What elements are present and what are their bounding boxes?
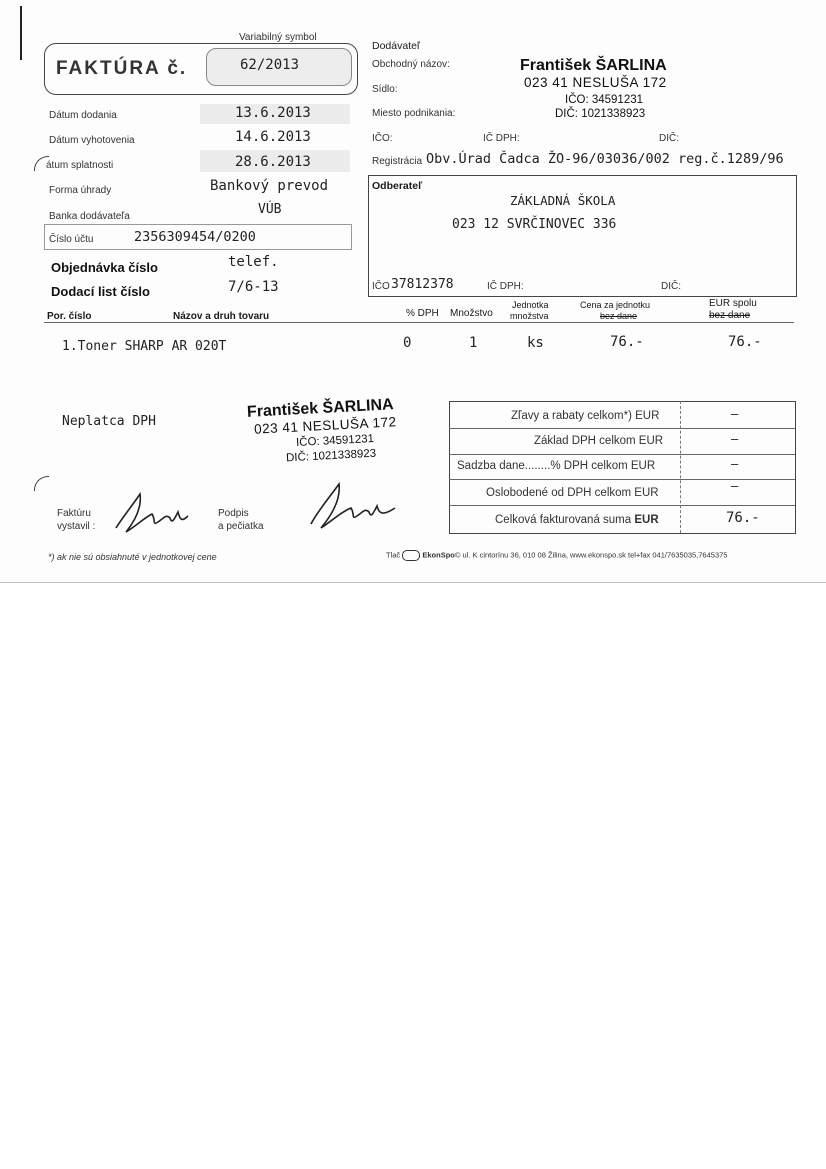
item-name: 1.Toner SHARP AR 020T — [62, 339, 227, 354]
item-total: 76.- — [728, 334, 762, 350]
invoice-number: 62/2013 — [240, 57, 300, 73]
discounts-value: – — [731, 406, 739, 421]
vat-exempt-value: – — [731, 478, 739, 493]
order-label: Objednávka číslo — [51, 260, 158, 275]
item-qty: 1 — [469, 335, 478, 351]
item-unit-price: 76.- — [610, 334, 644, 350]
vat-base-value: – — [731, 431, 739, 446]
seat-label: Sídlo: — [372, 84, 398, 95]
issued-by-label-2: vystavil : — [57, 521, 96, 532]
printer-rest: © ul. K cintorínu 36, 010 08 Žilina, www.ekonspo.sk tel+fax 041/7635035,7645375 — [454, 550, 728, 560]
col-header-unit-1: Jednotka — [512, 300, 549, 310]
printer-logo-icon — [402, 550, 420, 561]
customer-section-label: Odberateľ — [372, 180, 423, 192]
delivery-date: 13.6.2013 — [235, 105, 311, 121]
printer-prefix: Tlač — [386, 550, 401, 560]
account-number: 2356309454/0200 — [134, 229, 256, 245]
variable-symbol-label: Variabilný symbol — [236, 32, 320, 43]
customer-name: ZÁKLADNÁ ŠKOLA — [510, 193, 616, 208]
summary-line-3 — [449, 479, 795, 480]
printer-brand: EkonSpo — [422, 550, 455, 560]
col-header-no: Por. číslo — [47, 311, 92, 322]
supplier-ico-label: IČO: — [372, 133, 393, 144]
items-header-line — [44, 322, 794, 323]
payment-method-label: Forma úhrady — [49, 185, 112, 196]
sign-label-1: Podpis — [218, 508, 249, 519]
customer-ico-label: IČO — [372, 281, 390, 292]
registration-label: Registrácia — [372, 156, 423, 167]
registration-value: Obv.Úrad Čadca ŽO-96/03036/002 reg.č.1289/96 — [426, 151, 784, 167]
col-header-name: Názov a druh tovaru — [173, 311, 270, 322]
account-label: Číslo účtu — [49, 234, 94, 245]
delivery-note-number: 7/6-13 — [228, 279, 279, 295]
supplier-ico: IČO: 34591231 — [565, 94, 644, 106]
punch-hole-mark — [34, 156, 49, 171]
col-header-unit-price-2: bez dane — [600, 311, 638, 321]
total-label-currency: EUR — [634, 514, 659, 526]
summary-line-4 — [449, 505, 795, 506]
item-vat: 0 — [403, 335, 412, 351]
col-header-unit-2: množstva — [510, 311, 549, 321]
supplier-dic: DIČ: 1021338923 — [555, 108, 646, 120]
business-name-label: Obchodný názov: — [372, 59, 450, 70]
discounts-label: Zľavy a rabaty celkom*) EUR — [511, 410, 660, 422]
stamp-name: František ŠARLINA — [246, 396, 395, 421]
place-label: Miesto podnikania: — [372, 108, 456, 119]
invoice-title: FAKTÚRA č. — [56, 58, 188, 79]
vat-rate-value: – — [731, 456, 739, 471]
printer-info — [386, 550, 727, 561]
bank-label: Banka dodávateľa — [49, 211, 130, 222]
col-header-vat: % DPH — [406, 308, 439, 319]
signature-issuer — [112, 488, 202, 538]
issued-by-label-1: Faktúru — [57, 508, 91, 519]
supplier-name: František ŠARLINA — [520, 57, 667, 74]
due-date: 28.6.2013 — [235, 154, 311, 170]
customer-address: 023 12 SVRČINOVEC 336 — [452, 217, 617, 232]
order-number: telef. — [228, 254, 279, 270]
stamp-ico: IČO: 34591231 — [295, 432, 375, 450]
issue-date: 14.6.2013 — [235, 129, 311, 145]
binder-mark — [20, 6, 22, 60]
summary-line-1 — [449, 428, 795, 429]
col-header-qty: Množstvo — [450, 308, 493, 319]
punch-hole-mark — [34, 476, 49, 491]
summary-divider — [680, 401, 681, 533]
supplier-dic-label: DIČ: — [659, 133, 679, 144]
signature-stamp — [305, 478, 405, 534]
vat-note: Neplatca DPH — [62, 414, 156, 429]
footer-note: *) ak nie sú obsiahnuté v jednotkovej cene — [48, 552, 217, 562]
total-label — [495, 514, 659, 526]
due-date-label: átum splatnosti — [46, 160, 114, 171]
payment-method: Bankový prevod — [210, 178, 329, 194]
invoice-sheet — [0, 0, 826, 583]
customer-ic-dph-label: IČ DPH: — [487, 281, 524, 292]
issue-date-label: Dátum vyhotovenia — [49, 135, 135, 146]
total-label-text: Celková fakturovaná suma — [495, 514, 632, 526]
col-header-total-2: bez dane — [709, 310, 751, 321]
vat-base-label: Základ DPH celkom EUR — [534, 435, 664, 447]
item-unit: ks — [527, 335, 544, 351]
stamp-address: 023 41 NESLUŠA 172 — [253, 414, 397, 437]
supplier-address: 023 41 NESLUŠA 172 — [524, 75, 667, 90]
sign-label-2: a pečiatka — [218, 521, 264, 532]
stamp-dic: DIČ: 1021338923 — [285, 447, 377, 465]
delivery-note-label: Dodací list číslo — [51, 284, 150, 299]
supplier-ic-dph-label: IČ DPH: — [483, 133, 520, 144]
col-header-total-1: EUR spolu — [709, 298, 757, 309]
summary-line-2 — [449, 454, 795, 455]
bank-name: VÚB — [258, 202, 282, 217]
col-header-unit-price: Cena za jednotku — [580, 300, 651, 310]
customer-ico: 37812378 — [391, 277, 454, 292]
vat-rate-label: Sadzba dane........% DPH celkom EUR — [457, 460, 656, 472]
customer-dic-label: DIČ: — [661, 281, 681, 292]
vat-exempt-label: Oslobodené od DPH celkom EUR — [486, 487, 659, 499]
total-value: 76.- — [726, 510, 760, 526]
delivery-date-label: Dátum dodania — [49, 110, 117, 121]
supplier-section-label: Dodávateľ — [372, 40, 421, 52]
